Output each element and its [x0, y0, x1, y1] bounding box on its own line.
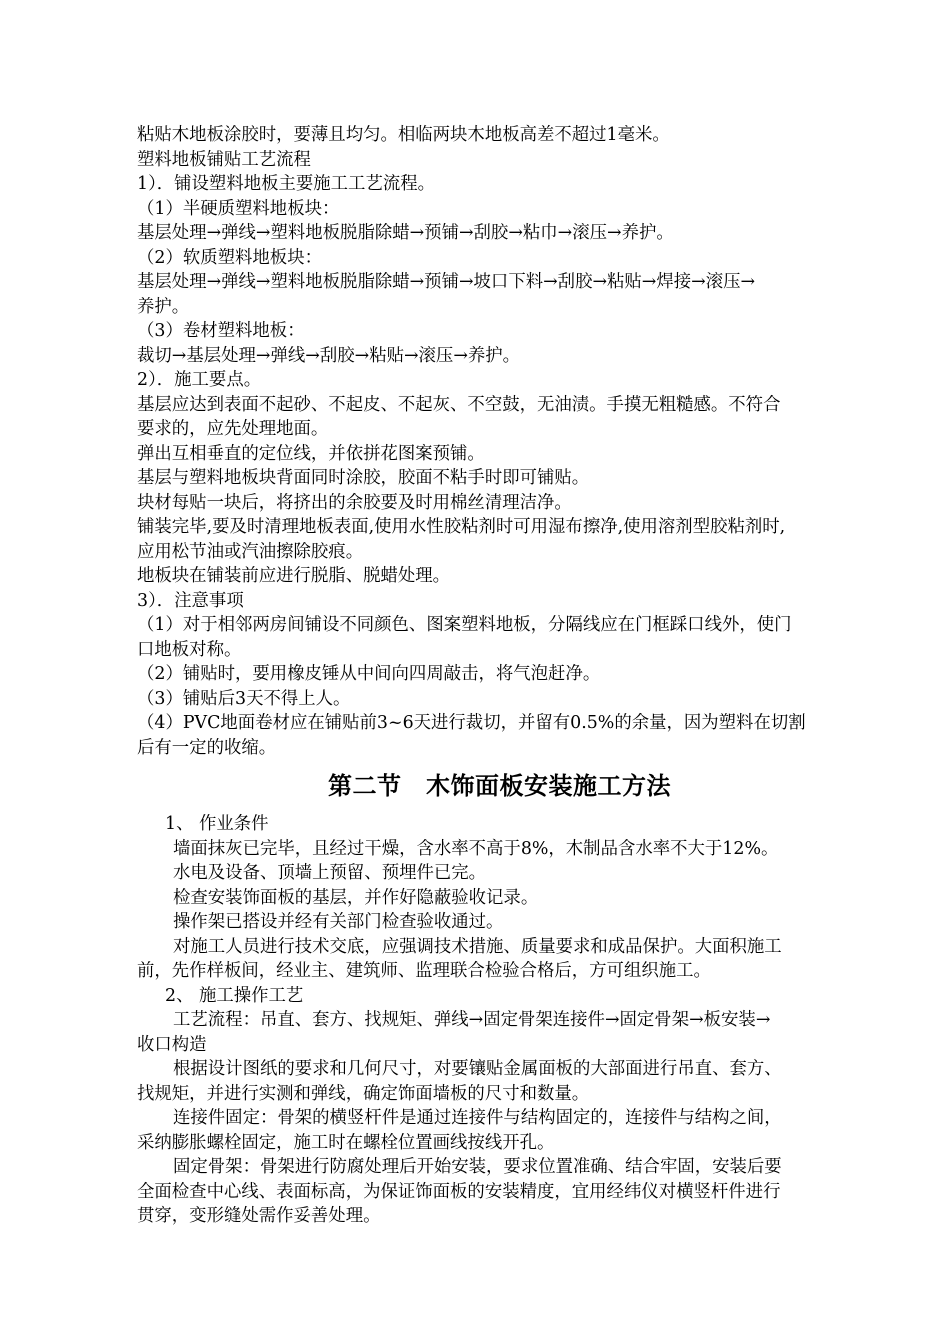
paragraph: 全面检查中心线、表面标高，为保证饰面板的安装精度，宜用经纬仪对横竖杆件进行: [137, 1181, 781, 1202]
paragraph: 根据设计图纸的要求和几何尺寸，对要镶贴金属面板的大部面进行吊直、套方、: [173, 1059, 782, 1079]
paragraph: 水电及设备、顶墙上预留、预埋件已完。: [173, 863, 487, 883]
paragraph: 检查安装饰面板的基层，并作好隐蔽验收记录。: [173, 887, 539, 908]
subheading: 1）．铺设塑料地板主要施工工艺流程。: [137, 174, 436, 194]
paragraph: 铺装完毕,要及时清理地板表面,使用水性胶粘剂时可用湿布擦净,使用溶剂型胶粘剂时,: [137, 517, 786, 537]
paragraph: 收口构造: [137, 1034, 207, 1055]
subheading: 3）．注意事项: [137, 590, 244, 611]
list-item: （2）软质塑料地板块：: [137, 247, 322, 268]
section-heading: 2、 施工操作工艺: [165, 985, 304, 1006]
paragraph: 工艺流程：吊直、套方、找规矩、弹线→固定骨架连接件→固定骨架→板安装→: [173, 1010, 771, 1030]
document-body: [137, 123, 862, 1229]
subheading: 2）．施工要点。: [137, 370, 262, 390]
paragraph: 基层应达到表面不起砂、不起皮、不起灰、不空鼓，无油渍。手摸无粗糙感。不符合: [137, 394, 781, 415]
paragraph: 要求的，应先处理地面。: [137, 419, 329, 439]
paragraph: 找规矩，并进行实测和弹线，确定饰面墙板的尺寸和数量。: [137, 1083, 590, 1104]
paragraph: 粘贴木地板涂胶时，要薄且均匀。相临两块木地板高差不超过1毫米。: [137, 125, 670, 145]
list-item: （1）对于相邻两房间铺设不同颜色、图案塑料地板，分隔线应在门框踩口线外，使门: [137, 615, 792, 635]
paragraph: 裁切→基层处理→弹线→刮胶→粘贴→滚压→养护。: [137, 345, 521, 366]
paragraph: 墙面抹灰已完毕，且经过干燥，含水率不高于8%，木制品含水率不大于12%。: [173, 838, 779, 859]
section-heading: 1、 作业条件: [165, 814, 269, 834]
paragraph: 养护。: [137, 296, 190, 317]
paragraph: 应用松节油或汽油擦除胶痕。: [137, 541, 364, 562]
list-item: （4）PVC地面卷材应在铺贴前3~6天进行裁切，并留有0.5%的余量，因为塑料在切割: [137, 713, 806, 733]
paragraph: 采纳膨胀螺栓固定，施工时在螺栓位置画线按线开孔。: [137, 1132, 555, 1153]
paragraph: 操作架已搭设并经有关部门检查验收通过。: [173, 912, 504, 932]
paragraph: 块材每贴一块后，将挤出的余胶要及时用棉丝清理洁净。: [137, 492, 572, 513]
paragraph: 固定骨架：骨架进行防腐处理后开始安装，要求位置准确、结合牢固，安装后要: [173, 1157, 782, 1177]
paragraph: 对施工人员进行技术交底，应强调技术措施、质量要求和成品保护。大面积施工: [173, 936, 782, 957]
list-item: （1）半硬质塑料地板块：: [137, 198, 340, 219]
list-item: 口地板对称。: [137, 639, 242, 660]
list-item: 后有一定的收缩。: [137, 737, 277, 758]
subheading: 塑料地板铺贴工艺流程: [137, 149, 311, 170]
paragraph: 前，先作样板间，经业主、建筑师、监理联合检验合格后，方可组织施工。: [137, 961, 711, 981]
section-title: 第二节 木饰面板安装施工方法: [328, 771, 671, 800]
paragraph: 贯穿，变形缝处需作妥善处理。: [137, 1206, 381, 1226]
list-item: （2）铺贴时，要用橡皮锤从中间向四周敲击，将气泡赶净。: [137, 664, 601, 684]
paragraph: 连接件固定：骨架的横竖杆件是通过连接件与结构固定的，连接件与结构之间，: [173, 1108, 782, 1128]
paragraph: 基层处理→弹线→塑料地板脱脂除蜡→预铺→刮胶→粘巾→滚压→养护。: [137, 223, 674, 243]
paragraph: 地板块在铺装前应进行脱脂、脱蜡处理。: [137, 566, 451, 586]
paragraph: 基层与塑料地板块背面同时涂胶，胶面不粘手时即可铺贴。: [137, 468, 590, 488]
list-item: （3）铺贴后3天不得上人。: [137, 688, 351, 709]
paragraph: 基层处理→弹线→塑料地板脱脂除蜡→预铺→坡口下料→刮胶→粘贴→焊接→滚压→: [137, 272, 756, 292]
paragraph: 弹出互相垂直的定位线，并依拼花图案预铺。: [137, 443, 485, 464]
list-item: （3）卷材塑料地板：: [137, 321, 305, 341]
